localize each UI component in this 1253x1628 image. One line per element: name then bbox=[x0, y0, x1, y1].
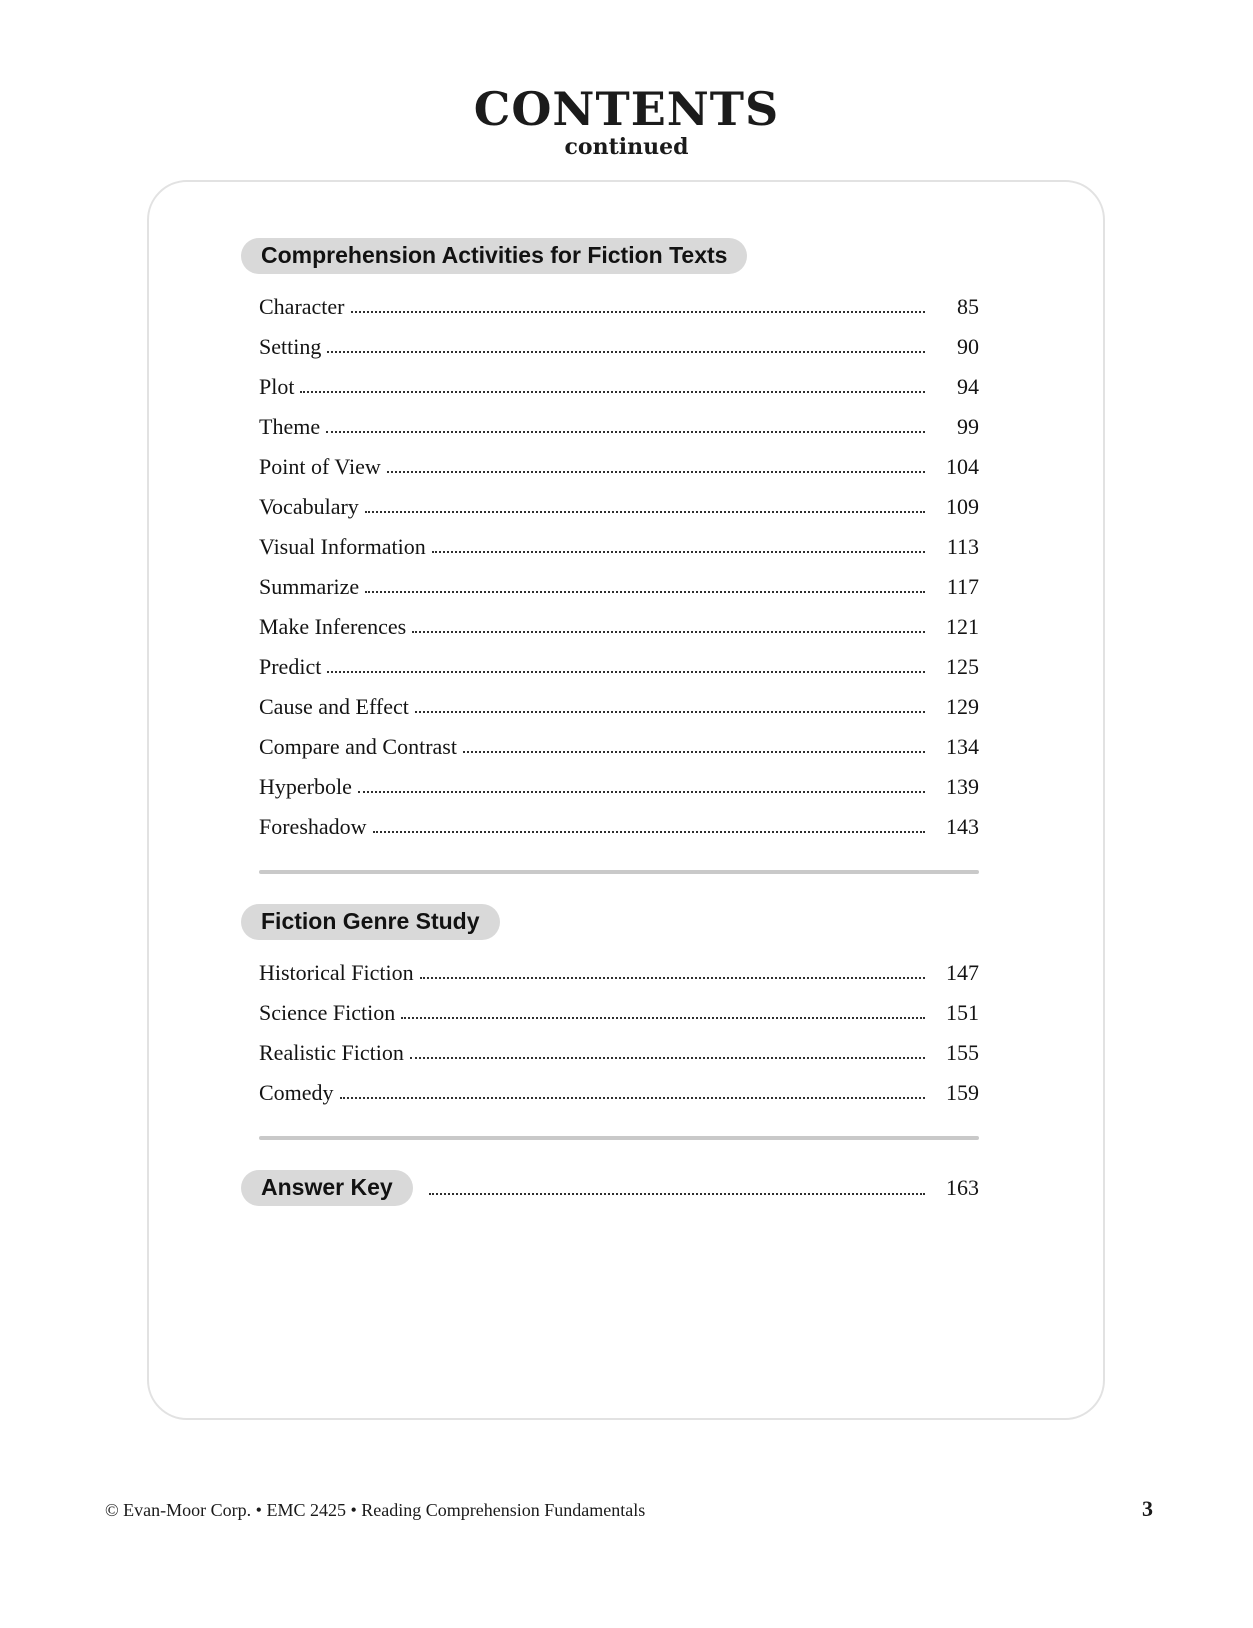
toc-entry bbox=[259, 1082, 979, 1104]
toc-entry-label: Cause and Effect bbox=[259, 694, 409, 720]
toc-entry bbox=[259, 816, 979, 838]
dot-leader bbox=[410, 1057, 925, 1059]
dot-leader bbox=[327, 671, 925, 673]
toc-entry-page: 143 bbox=[946, 814, 979, 840]
toc-entry-label: Historical Fiction bbox=[259, 960, 414, 986]
toc-entry bbox=[259, 736, 979, 758]
toc-entry-page: 151 bbox=[946, 1000, 979, 1026]
toc-entry-page: 125 bbox=[946, 654, 979, 680]
toc-entry-page: 155 bbox=[946, 1040, 979, 1066]
toc-entry-page: 121 bbox=[946, 614, 979, 640]
toc-entry bbox=[259, 536, 979, 558]
toc-entry-page: 134 bbox=[946, 734, 979, 760]
section-divider bbox=[259, 870, 979, 874]
toc-entry-label: Visual Information bbox=[259, 534, 426, 560]
dot-leader bbox=[373, 831, 925, 833]
toc-entry bbox=[259, 336, 979, 358]
dot-leader bbox=[463, 751, 925, 753]
section-heading: Answer Key bbox=[241, 1170, 413, 1206]
toc-entry-page: 90 bbox=[957, 334, 979, 360]
dot-leader bbox=[387, 471, 925, 473]
toc-entry bbox=[259, 416, 979, 438]
toc-entry-label: Vocabulary bbox=[259, 494, 359, 520]
toc-entry-label: Comedy bbox=[259, 1080, 334, 1106]
toc-entry bbox=[259, 456, 979, 478]
dot-leader bbox=[429, 1193, 925, 1195]
toc-entry-label: Make Inferences bbox=[259, 614, 407, 640]
toc-entry-label: Setting bbox=[259, 334, 322, 360]
toc-entry-page: 129 bbox=[946, 694, 979, 720]
toc-entry-page: 139 bbox=[946, 774, 979, 800]
toc-entry-page: 113 bbox=[946, 534, 979, 560]
toc-entry-label: Compare and Contrast bbox=[259, 734, 457, 760]
footer-text: © Evan-Moor Corp. • EMC 2425 • Reading Comprehension Fundamentals bbox=[105, 1500, 646, 1520]
toc-entry-page: 104 bbox=[946, 454, 979, 480]
page-header bbox=[0, 82, 1253, 160]
toc-entry-list bbox=[259, 962, 979, 1104]
toc-entry-page: 99 bbox=[957, 414, 979, 440]
section-heading: Comprehension Activities for Fiction Texts bbox=[241, 238, 747, 274]
toc-entry-label: Summarize bbox=[259, 574, 360, 600]
toc-entry-page: 94 bbox=[957, 374, 979, 400]
dot-leader bbox=[415, 711, 925, 713]
section-comprehension-activities bbox=[259, 238, 979, 838]
dot-leader bbox=[412, 631, 925, 633]
toc-entry bbox=[259, 376, 979, 398]
dot-leader bbox=[326, 431, 925, 433]
page-footer bbox=[105, 1496, 1153, 1522]
toc-entry-label: Character bbox=[259, 294, 345, 320]
toc-entry-label: Plot bbox=[259, 374, 295, 400]
dot-leader bbox=[340, 1097, 925, 1099]
toc-entry bbox=[259, 656, 979, 678]
dot-leader bbox=[327, 351, 925, 353]
toc-entry-label: Foreshadow bbox=[259, 814, 367, 840]
toc-entry bbox=[259, 1042, 979, 1064]
dot-leader bbox=[401, 1017, 925, 1019]
toc-entry-label: Point of View bbox=[259, 454, 381, 480]
toc-entry bbox=[259, 776, 979, 798]
toc-entry-page: 85 bbox=[957, 294, 979, 320]
footer-page-number: 3 bbox=[1142, 1496, 1153, 1521]
dot-leader bbox=[365, 591, 925, 593]
toc-entry-label: Science Fiction bbox=[259, 1000, 396, 1026]
section-answer-key bbox=[259, 1170, 979, 1206]
page-title: CONTENTS bbox=[473, 82, 780, 136]
toc-entry bbox=[259, 576, 979, 598]
toc-entry-page: 159 bbox=[946, 1080, 979, 1106]
toc-entry-page: 117 bbox=[946, 574, 979, 600]
toc-entry bbox=[259, 962, 979, 984]
toc-entry-page: 147 bbox=[946, 960, 979, 986]
toc-entry-page: 109 bbox=[946, 494, 979, 520]
toc-entry bbox=[259, 496, 979, 518]
section-heading: Fiction Genre Study bbox=[241, 904, 500, 940]
section-fiction-genre-study bbox=[259, 904, 979, 1104]
toc-entry-label: Predict bbox=[259, 654, 322, 680]
dot-leader bbox=[351, 311, 926, 313]
section-divider bbox=[259, 1136, 979, 1140]
toc-entry-label: Theme bbox=[259, 414, 321, 440]
dot-leader bbox=[420, 977, 925, 979]
toc-entry-label: Hyperbole bbox=[259, 774, 352, 800]
toc-entry-label: Realistic Fiction bbox=[259, 1040, 404, 1066]
toc-entry bbox=[259, 696, 979, 718]
toc-entry-page: 163 bbox=[946, 1175, 979, 1201]
page-subtitle: continued bbox=[564, 134, 689, 160]
toc-entry-list bbox=[259, 296, 979, 838]
toc-entry bbox=[259, 616, 979, 638]
contents-panel bbox=[147, 180, 1105, 1420]
dot-leader bbox=[300, 391, 925, 393]
toc-entry bbox=[259, 1002, 979, 1024]
dot-leader bbox=[365, 511, 925, 513]
toc-entry bbox=[259, 296, 979, 318]
dot-leader bbox=[358, 791, 925, 793]
dot-leader bbox=[432, 551, 925, 553]
